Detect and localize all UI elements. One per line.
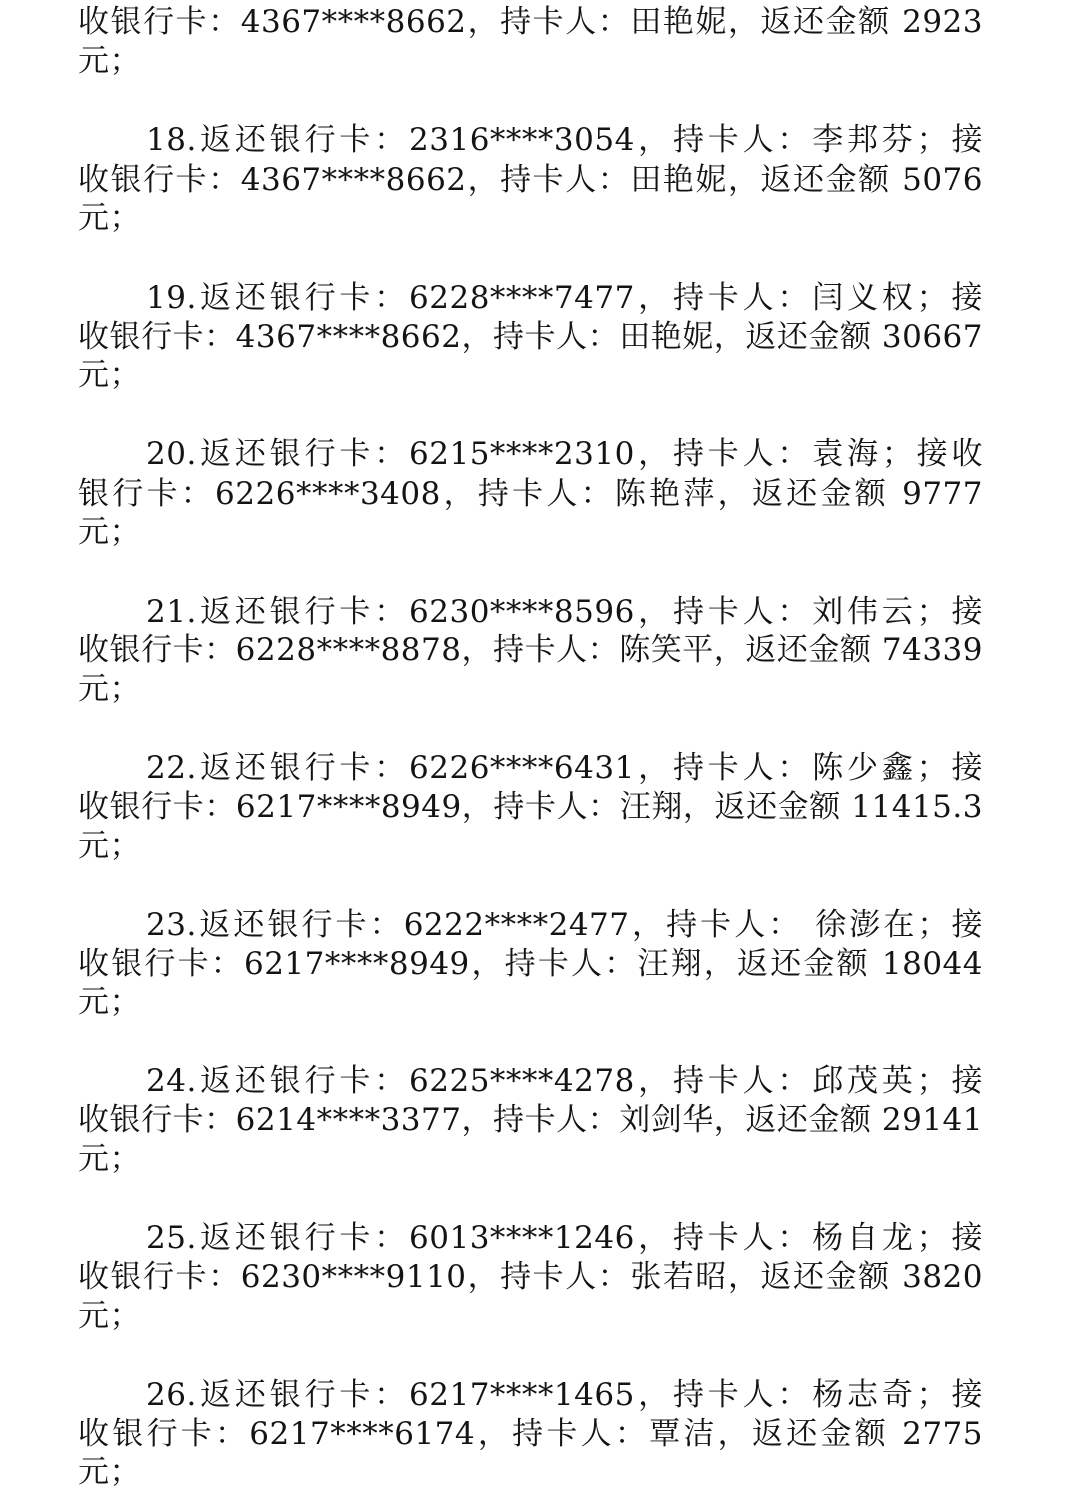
item-25-line-3: 元；	[78, 1298, 141, 1334]
item-24-line-2: 收银行卡：6214****3377，持卡人：刘剑华，返还金额 29141	[78, 1102, 983, 1138]
item-21-line-3: 元；	[78, 671, 141, 707]
item-23-line-1: 23.返还银行卡：6222****2477，持卡人： 徐澎在；接	[146, 907, 983, 943]
item-26-line-3: 元；	[78, 1454, 141, 1490]
item-22-line-1: 22.返还银行卡：6226****6431，持卡人：陈少鑫；接	[146, 750, 983, 786]
item-22-line-2: 收银行卡：6217****8949，持卡人：汪翔，返还金额 11415.3	[78, 789, 983, 825]
item-24-line-1: 24.返还银行卡：6225****4278，持卡人：邱茂英；接	[146, 1063, 983, 1099]
item-20-line-3: 元；	[78, 514, 141, 550]
item-18-line-1: 18.返还银行卡：2316****3054，持卡人：李邦芬；接	[146, 122, 983, 158]
doc-line: 收银行卡：4367****8662，持卡人：田艳妮，返还金额 2923	[78, 4, 983, 40]
item-24-line-3: 元；	[78, 1141, 141, 1177]
doc-line: 元；	[78, 43, 141, 79]
item-20-line-2: 银行卡：6226****3408，持卡人：陈艳萍，返还金额 9777	[78, 476, 983, 512]
item-18-line-2: 收银行卡：4367****8662，持卡人：田艳妮，返还金额 5076	[78, 162, 983, 198]
item-19-line-2: 收银行卡：4367****8662，持卡人：田艳妮，返还金额 30667	[78, 319, 983, 355]
item-26-line-2: 收银行卡：6217****6174，持卡人：覃洁，返还金额 2775	[78, 1416, 983, 1452]
item-23-line-2: 收银行卡：6217****8949，持卡人：汪翔，返还金额 18044	[78, 946, 983, 982]
item-19-line-3: 元；	[78, 357, 141, 393]
item-22-line-3: 元；	[78, 828, 141, 864]
item-19-line-1: 19.返还银行卡：6228****7477，持卡人：闫义权；接	[146, 280, 983, 316]
item-21-line-1: 21.返还银行卡：6230****8596，持卡人：刘伟云；接	[146, 594, 983, 630]
item-26-line-1: 26.返还银行卡：6217****1465，持卡人：杨志奇；接	[146, 1377, 983, 1413]
item-20-line-1: 20.返还银行卡：6215****2310，持卡人：袁海；接收	[146, 436, 983, 472]
item-25-line-1: 25.返还银行卡：6013****1246，持卡人：杨自龙；接	[146, 1220, 983, 1256]
item-25-line-2: 收银行卡：6230****9110，持卡人：张若昭，返还金额 3820	[78, 1259, 983, 1295]
item-21-line-2: 收银行卡：6228****8878，持卡人：陈笑平，返还金额 74339	[78, 632, 983, 668]
item-23-line-3: 元；	[78, 984, 141, 1020]
item-18-line-3: 元；	[78, 200, 141, 236]
